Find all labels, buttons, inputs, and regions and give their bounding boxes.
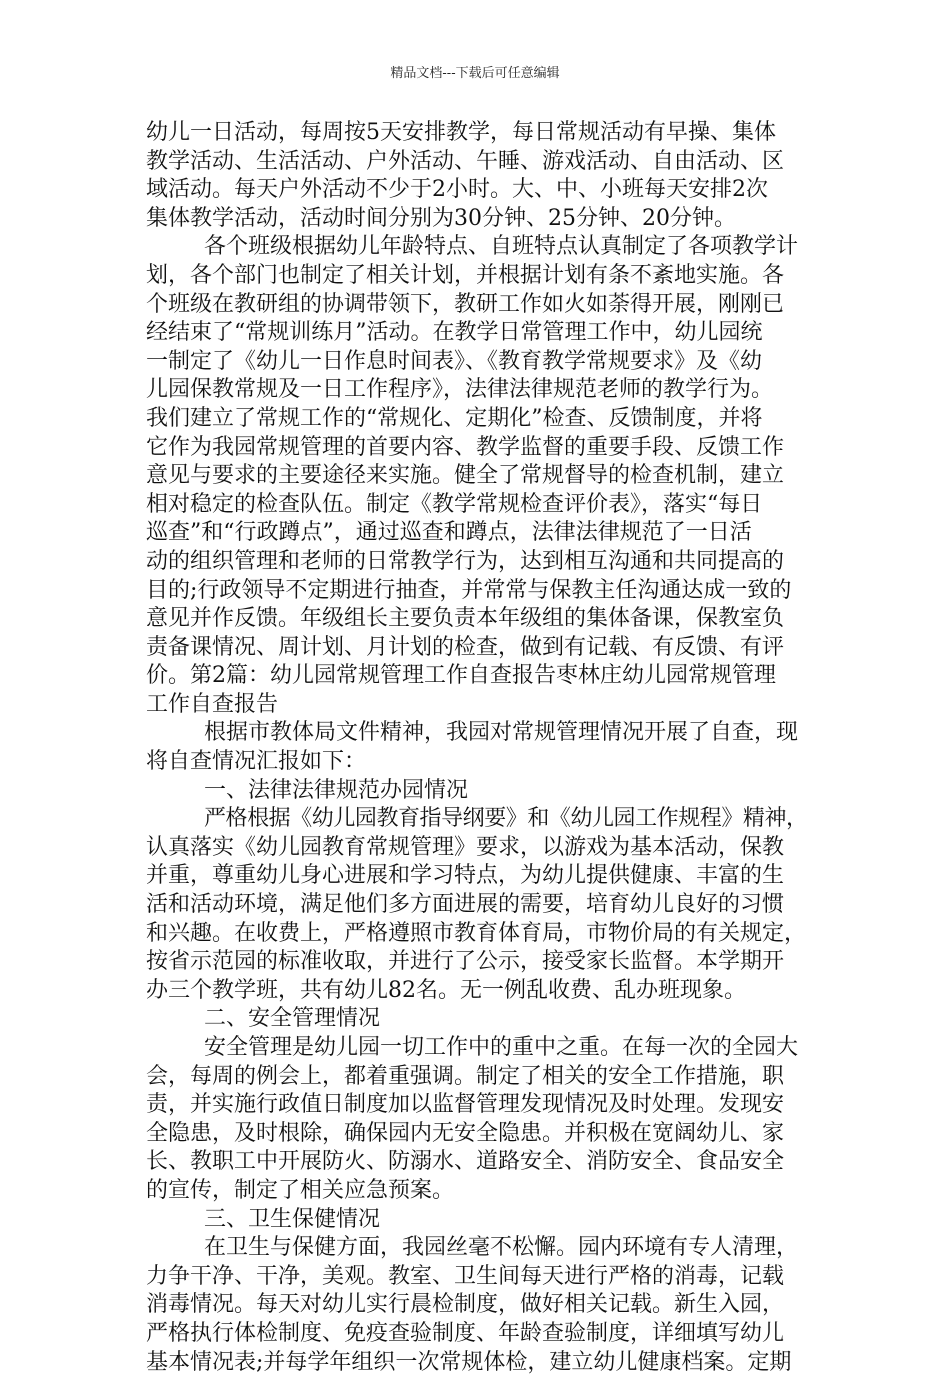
text-line: 长、教职工中开展防火、防溺水、道路安全、消防安全、食品安全 bbox=[146, 1149, 785, 1175]
text-line: 会，每周的例会上，都着重强调。制定了相关的安全工作措施，职 bbox=[146, 1063, 785, 1089]
text-line: 根据市教体局文件精神，我园对常规管理情况开展了自查，现 bbox=[204, 720, 799, 746]
text-line: 力争干净、干净，美观。教室、卫生间每天进行严格的消毒，记载 bbox=[146, 1263, 785, 1289]
text-line: 责，并实施行政值日制度加以监督管理发现情况及时处理。发现安 bbox=[146, 1092, 785, 1118]
text-line: 办三个教学班，共有幼儿82名。无一例乱收费、乱办班现象。 bbox=[146, 977, 746, 1003]
text-line: 按省示范园的标准收取，并进行了公示，接受家长监督。本学期开 bbox=[146, 949, 785, 975]
text-line: 它作为我园常规管理的首要内容、教学监督的重要手段、反馈工作 bbox=[146, 434, 785, 460]
text-line: 相对稳定的检查队伍。制定《教学常规检查评价表》，落实“每日 bbox=[146, 491, 763, 517]
text-line: 在卫生与保健方面，我园丝毫不松懈。园内环境有专人清理， bbox=[204, 1235, 799, 1261]
text-line: 严格根据《幼儿园教育指导纲要》和《幼儿园工作规程》精神， bbox=[204, 806, 808, 832]
text-line: 意见并作反馈。年级组长主要负责本年级组的集体备课，保教室负 bbox=[146, 606, 785, 632]
text-line: 动的组织管理和老师的日常教学行为，达到相互沟通和共同提高的 bbox=[146, 548, 785, 574]
text-line: 消毒情况。每天对幼儿实行晨检制度，做好相关记载。新生入园， bbox=[146, 1292, 785, 1318]
text-line: 全隐患，及时根除，确保园内无安全隐患。并积极在宽阔幼儿、家 bbox=[146, 1120, 785, 1146]
text-line: 基本情况表;并每学年组织一次常规体检，建立幼儿健康档案。定期 bbox=[146, 1349, 792, 1375]
text-line: 教学活动、生活活动、户外活动、午睡、游戏活动、自由活动、区 bbox=[146, 148, 785, 174]
text-line: 价。第2篇：幼儿园常规管理工作自查报告枣林庄幼儿园常规管理 bbox=[146, 663, 776, 689]
text-line: 目的;行政领导不定期进行抽查，并常常与保教主任沟通达成一致的 bbox=[146, 577, 792, 603]
text-line: 三、卫生保健情况 bbox=[204, 1206, 381, 1232]
text-line: 严格执行体检制度、免疫查验制度、年龄查验制度，详细填写幼儿 bbox=[146, 1320, 785, 1346]
text-line: 将自查情况汇报如下： bbox=[146, 749, 367, 775]
text-line: 儿园保教常规及一日工作程序》，法律法律规范老师的教学行为。 bbox=[146, 377, 774, 403]
text-line: 的宣传，制定了相关应急预案。 bbox=[146, 1177, 455, 1203]
text-line: 我们建立了常规工作的“常规化、定期化”检查、反馈制度，并将 bbox=[146, 405, 763, 431]
text-line: 一、法律法律规范办园情况 bbox=[204, 777, 469, 803]
text-line: 认真落实《幼儿园教育常规管理》要求，以游戏为基本活动，保教 bbox=[146, 834, 785, 860]
text-line: 经结束了“常规训练月”活动。在教学日常管理工作中，幼儿园统 bbox=[146, 320, 763, 346]
text-line: 活和活动环境，满足他们多方面进展的需要，培育幼儿良好的习惯 bbox=[146, 892, 785, 918]
text-line: 工作自查报告 bbox=[146, 691, 279, 717]
text-line: 二、安全管理情况 bbox=[204, 1006, 381, 1032]
text-line: 幼儿一日活动，每周按5天安排教学，每日常规活动有早操、集体 bbox=[146, 120, 776, 145]
text-line: 集体教学活动，活动时间分别为30分钟、25分钟、20分钟。 bbox=[146, 205, 736, 231]
text-line: 个班级在教研组的协调带领下，教研工作如火如荼得开展，刚刚已 bbox=[146, 291, 785, 317]
text-line: 各个班级根据幼儿年龄特点、自班特点认真制定了各项教学计 bbox=[204, 234, 799, 260]
document-body bbox=[146, 119, 808, 1377]
page-header: 精品文档---下载后可任意编辑 bbox=[390, 66, 560, 81]
text-line: 安全管理是幼儿园一切工作中的重中之重。在每一次的全园大 bbox=[204, 1035, 799, 1060]
text-line: 一制定了《幼儿一日作息时间表》、《教育教学常规要求》及《幼 bbox=[146, 348, 763, 374]
text-line: 域活动。每天户外活动不少于2小时。大、中、小班每天安排2次 bbox=[146, 177, 768, 203]
text-line: 划，各个部门也制定了相关计划，并根据计划有条不紊地实施。各 bbox=[146, 262, 785, 288]
text-line: 并重，尊重幼儿身心进展和学习特点，为幼儿提供健康、丰富的生 bbox=[146, 863, 785, 889]
text-line: 意见与要求的主要途径来实施。健全了常规督导的检查机制，建立 bbox=[146, 463, 785, 489]
text-line: 责备课情况、周计划、月计划的检查，做到有记载、有反馈、有评 bbox=[146, 634, 785, 660]
text-line: 和兴趣。在收费上，严格遵照市教育体育局，市物价局的有关规定， bbox=[146, 920, 807, 946]
text-line: 巡查”和“行政蹲点”，通过巡查和蹲点，法律法律规范了一日活 bbox=[146, 520, 752, 546]
